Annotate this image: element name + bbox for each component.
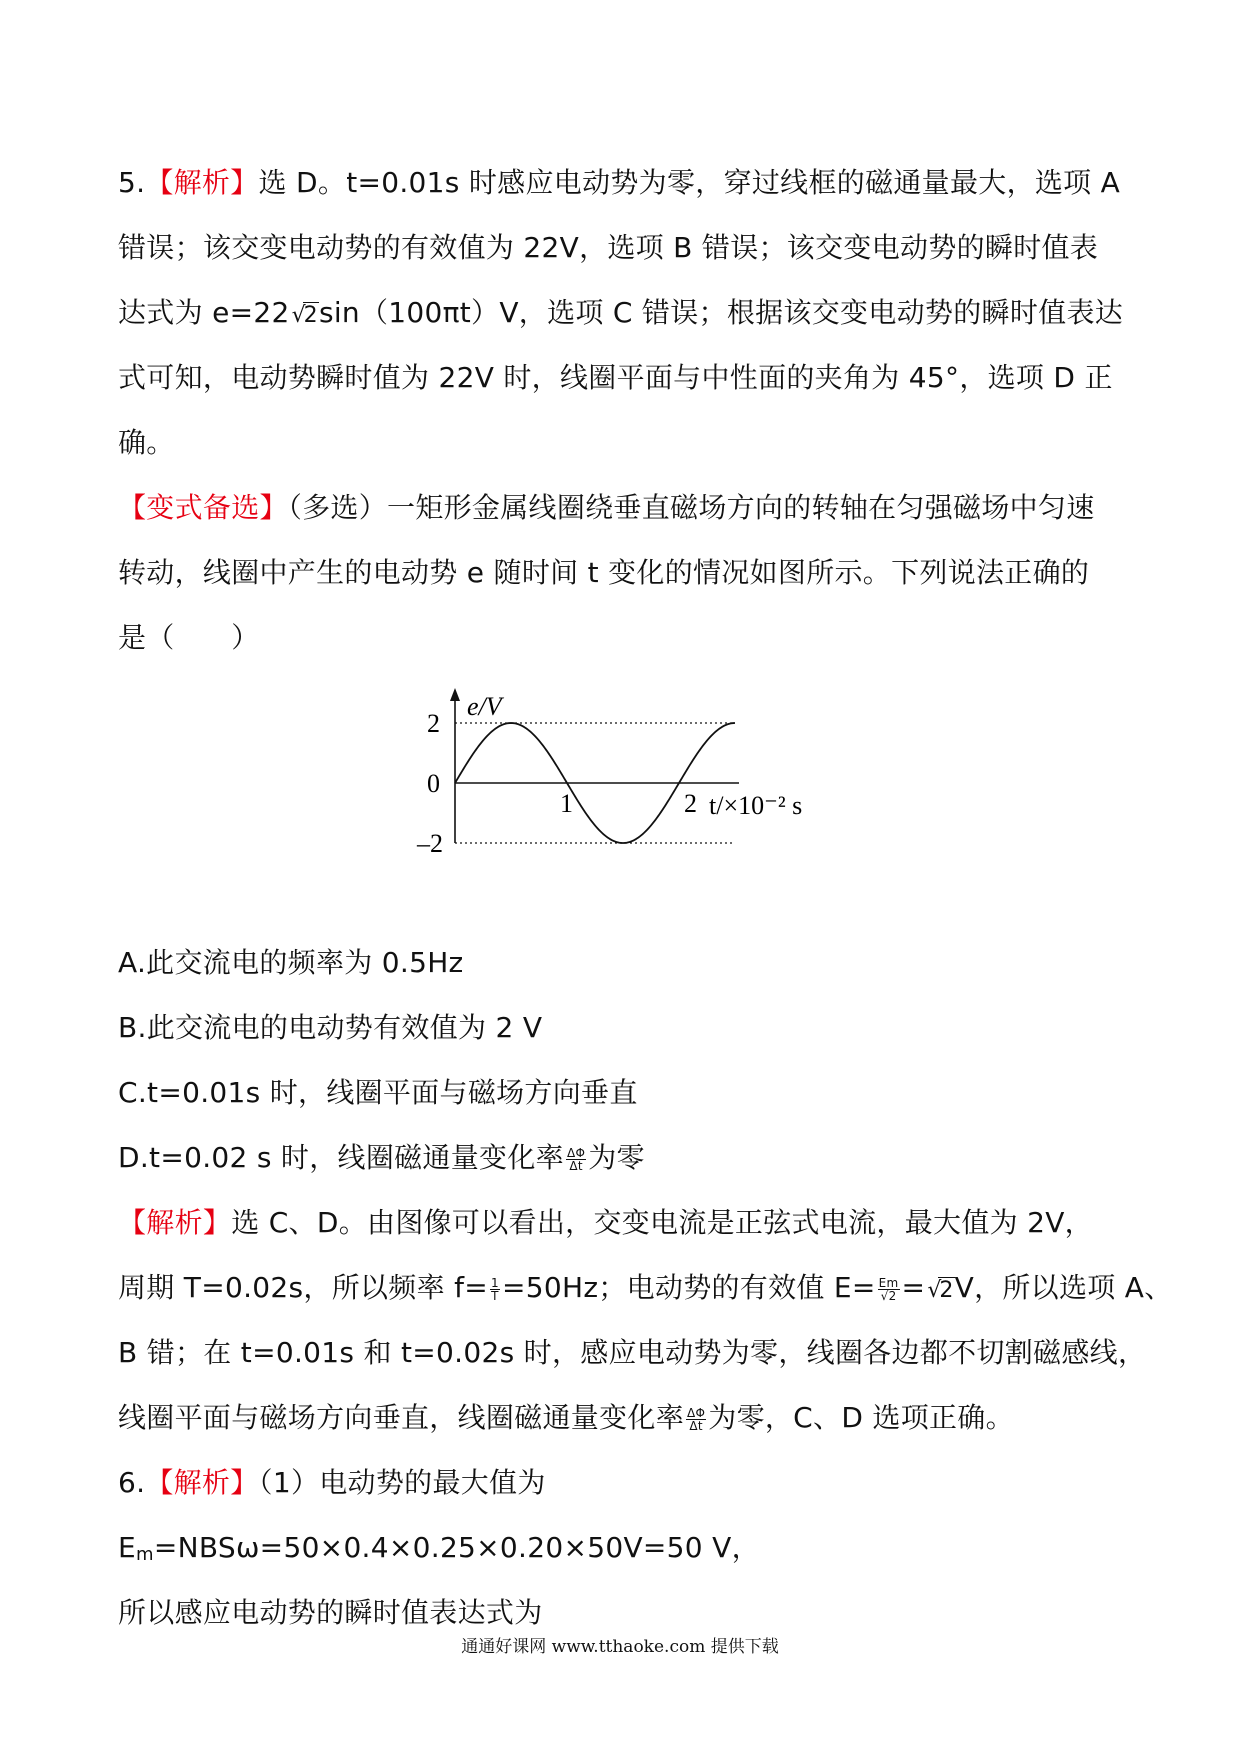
option-d: D.t=0.02 s 时，线圈磁通量变化率 $\frac{\Delta\Phi}{\Delta t}$ 为零 — [118, 1141, 645, 1174]
flux-rate-fraction: $\frac{\Delta\Phi}{\Delta t}$ — [566, 1145, 586, 1173]
document-body — [118, 150, 1173, 1645]
p5-line-4: 式可知，电动势瞬时值为 22V 时，线圈平面与中性面的夹角为 45°，选项 D 正 — [118, 361, 1113, 394]
frequency-fraction: $\frac{1}{T}$ — [491, 1275, 499, 1303]
p5-text-3a: 达式为 e=22 — [118, 296, 290, 329]
variant-tag: 【变式备选】 — [118, 491, 288, 524]
p5-analysis-tag: 【解析】 — [145, 166, 259, 199]
x-tick-label: 2 — [684, 789, 697, 818]
analysis-line-2: 周期 T=0.02s，所以频率 f= $\frac{1}{T}$ =50Hz；电动势的有效值 E= $\frac{Em}{√2}$ = √ 2V，所以选项 A、 — [118, 1255, 1128, 1320]
sqrt-symbol: √ 2 — [927, 1278, 954, 1303]
sqrt-symbol: √ 2 — [291, 303, 318, 328]
analysis-tag: 【解析】 — [118, 1206, 232, 1239]
p6-line-2: Em=NBSω=50×0.4×0.25×0.20×50V=50 V， — [118, 1531, 760, 1565]
effective-value-fraction: $\frac{Em}{√2}$ — [878, 1275, 899, 1303]
p5-number: 5. — [118, 166, 146, 199]
y-axis-arrow — [450, 688, 460, 701]
option-c: C.t=0.01s 时，线圈平面与磁场方向垂直 — [118, 1076, 638, 1109]
p5-line-5: 确。 — [118, 426, 175, 459]
variant-line-1 — [118, 475, 1128, 540]
p6-line-1: 6.【解析】（1）电动势的最大值为 — [118, 1466, 546, 1499]
y-tick-label: –2 — [417, 829, 443, 858]
y-tick-label: 0 — [427, 769, 440, 798]
variant-text-1: （多选）一矩形金属线圈绕垂直磁场方向的转轴在匀强磁场中匀速 — [287, 491, 1095, 524]
footer: 通通好课网 www.tthaoke.com 提供下载 — [461, 1637, 779, 1657]
y-tick-label: 2 — [427, 709, 440, 738]
analysis-line-3: B 错；在 t=0.01s 和 t=0.02s 时，感应电动势为零，线圈各边都不切割磁感线， — [118, 1336, 1147, 1369]
analysis-line-1: 【解析】选 C、D。由图像可以看出，交变电流是正弦式电流，最大值为 2V， — [118, 1206, 1093, 1239]
p5-line-2: 错误；该交变电动势的有效值为 22V，选项 B 错误；该交变电动势的瞬时值表 — [118, 231, 1099, 264]
variant-line-3: 是（ ） — [118, 621, 260, 654]
variant-line-2: 转动，线圈中产生的电动势 e 随时间 t 变化的情况如图所示。下列说法正确的 — [118, 556, 1090, 589]
p5-line-1 — [118, 150, 1128, 215]
p5-line-3 — [118, 280, 1128, 345]
chart-svg — [417, 684, 848, 874]
option-b: B.此交流电的电动势有效值为 2 V — [118, 1011, 543, 1044]
x-tick-label: 1 — [560, 789, 573, 818]
p6-number: 6. — [118, 1466, 146, 1499]
p6-line-3: 所以感应电动势的瞬时值表达式为 — [118, 1596, 543, 1629]
y-axis-label: e/V — [467, 692, 502, 721]
x-axis-label: t/×10⁻² s — [709, 791, 803, 820]
flux-rate-fraction: $\frac{\Delta\Phi}{\Delta t}$ — [687, 1405, 706, 1433]
p5-text-3b: sin（100πt）V，选项 C 错误；根据该交变电动势的瞬时值表达 — [318, 296, 1124, 329]
emf-time-chart — [417, 684, 848, 874]
p6-analysis-tag: 【解析】 — [145, 1466, 259, 1499]
analysis-line-4: 线圈平面与磁场方向垂直，线圈磁通量变化率 $\frac{\Delta\Phi}{\Delta t}$ 为零，C、D 选项正确。 — [118, 1401, 1014, 1434]
p5-text-1: 选 D。t=0.01s 时感应电动势为零，穿过线框的磁通量最大，选项 A — [258, 166, 1121, 199]
option-a: A.此交流电的频率为 0.5Hz — [118, 946, 464, 979]
